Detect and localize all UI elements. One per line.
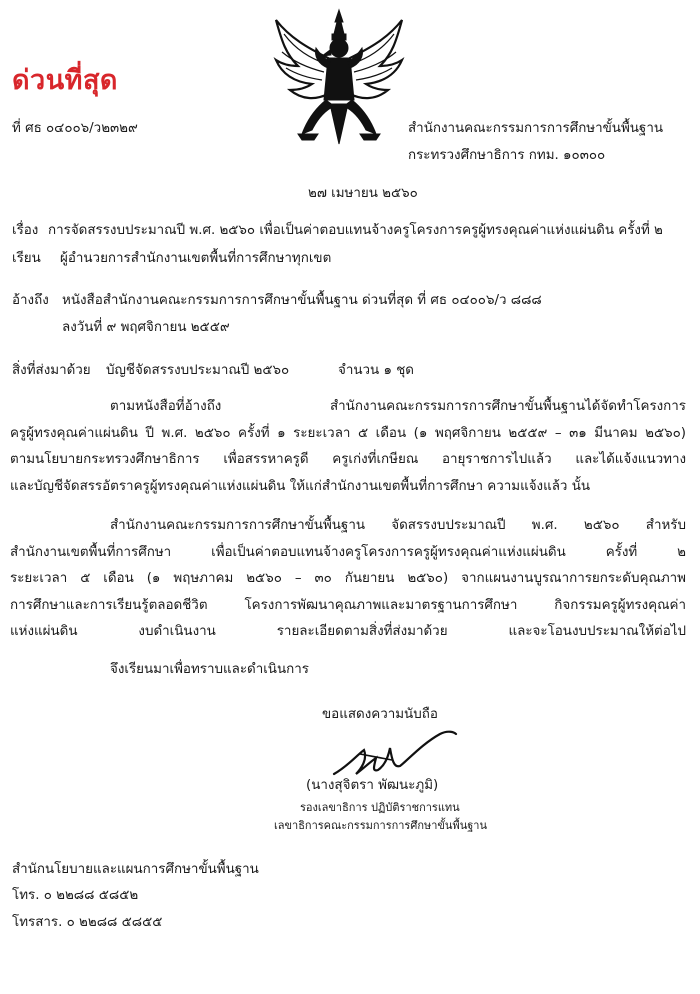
signatory-position-2: เลขาธิการคณะกรรมการการศึกษาขั้นพื้นฐาน [274,819,487,832]
paragraph-line: การศึกษาและการเรียนรู้ตลอดชีวิต โครงการพัฒนาคุณภาพและมาตรฐานการศึกษา กิจกรรมครูผู้ทรงคุณค่า [10,597,686,613]
signatory-name: (นางสุจิตรา พัฒนะภูมิ) [306,778,439,793]
reference-label: อ้างถึง [12,293,49,308]
footer-bureau: สำนักนโยบายและแผนการศึกษาขั้นพื้นฐาน [12,862,259,877]
enclosure-label: สิ่งที่ส่งมาด้วย [12,363,91,378]
subject-label: เรื่อง [12,223,39,238]
subject-text: การจัดสรรงบประมาณปี พ.ศ. ๒๕๖๐ เพื่อเป็นค่าตอบแทนจ้างครูโครงการครูผู้ทรงคุณค่าแห่งแผ่นดิน ครั้งที่ ๒ [48,223,663,238]
paragraph-line: แห่งแผ่นดิน งบดำเนินงาน รายละเอียดตามสิ่งที่ส่งมาด้วย และจะโอนงบประมาณให้ต่อไป [10,624,686,639]
garuda-emblem [268,8,410,148]
closing-salutation: ขอแสดงความนับถือ [322,707,438,722]
paragraph-line: ตามนโยบายกระทรวงศึกษาธิการ เพื่อสรรหาครูดี ครูเก่งที่เกษียณ อายุราชการไปแล้ว และได้แจ้งแนวทาง [10,452,686,467]
paragraph-line: ครูผู้ทรงคุณค่าแผ่นดิน ปี พ.ศ. ๒๕๖๐ ครั้งที่ ๑ ระยะเวลา ๕ เดือน (๑ พฤศจิกายน ๒๕๕๙ – ๓๑ มีนาคม ๒๕๖๐) [10,425,686,441]
urgency-stamp: ด่วนที่สุด [12,65,118,96]
paragraph-line: ตามหนังสือที่อ้างถึง สำนักงานคณะกรรมการการศึกษาขั้นพื้นฐานได้จัดทำโครงการ [110,399,686,414]
body-paragraph-1 [10,394,686,500]
handwritten-signature [330,730,460,780]
paragraph-line: สำนักงานเขตพื้นที่การศึกษา เพื่อเป็นค่าตอบแทนจ้างครูโครงการครูผู้ทรงคุณค่าแห่งแผ่นดิน ครั้งที่ ๒ [10,544,686,560]
recipient-label: เรียน [12,251,41,266]
paragraph-line: ระยะเวลา ๕ เดือน (๑ พฤษภาคม ๒๕๖๐ – ๓๐ กันยายน ๒๕๖๐) จากแผนงานบูรณาการยกระดับคุณภาพ [10,571,686,586]
footer-fax: โทรสาร. ๐ ๒๒๘๘ ๕๘๕๕ [12,915,163,930]
enclosure-text: บัญชีจัดสรรงบประมาณปี ๒๕๖๐ [106,363,290,378]
footer-telephone: โทร. ๐ ๒๒๘๘ ๕๘๕๒ [12,888,139,903]
issuing-office: สำนักงานคณะกรรมการการศึกษาขั้นพื้นฐาน [408,121,663,136]
document-date: ๒๗ เมษายน ๒๕๖๐ [308,186,418,201]
paragraph-line: สำนักงานคณะกรรมการการศึกษาขั้นพื้นฐาน จัดสรรงบประมาณปี พ.ศ. ๒๕๖๐ สำหรับ [110,518,686,533]
closing-request: จึงเรียนมาเพื่อทราบและดำเนินการ [110,662,309,677]
office-address: กระทรวงศึกษาธิการ กทม. ๑๐๓๐๐ [408,148,606,163]
recipient-text: ผู้อำนวยการสำนักงานเขตพื้นที่การศึกษาทุกเขต [60,251,332,266]
paragraph-line: และบัญชีจัดสรรอัตราครูผู้ทรงคุณค่าแห่งแผ่นดิน ให้แก่สำนักงานเขตพื้นที่การศึกษา ความแจ้งแล้ว นั้น [10,478,591,494]
enclosure-quantity: จำนวน ๑ ชุด [338,363,414,378]
reference-line-1: หนังสือสำนักงานคณะกรรมการการศึกษาขั้นพื้นฐาน ด่วนที่สุด ที่ ศธ ๐๔๐๐๖/ว ๘๘๘ [62,293,542,308]
signatory-position-1: รองเลขาธิการ ปฏิบัติราชการแทน [300,801,460,814]
reference-number: ที่ ศธ ๐๔๐๐๖/ว๒๓๒๙ [12,121,138,136]
reference-line-2: ลงวันที่ ๙ พฤศจิกายน ๒๕๕๙ [62,320,230,335]
body-paragraph-2 [10,513,686,646]
